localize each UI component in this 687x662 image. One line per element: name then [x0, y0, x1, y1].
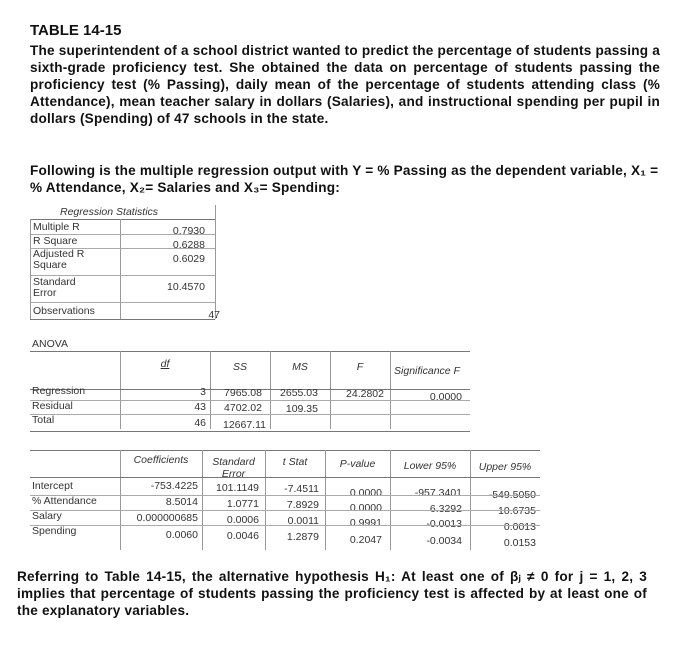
anova-regression-ss: 7965.08: [224, 387, 262, 399]
stat-label-multiple-r: Multiple R: [33, 221, 80, 233]
anova-row-total-label: Total: [32, 414, 55, 426]
anova-residual-ms: 109.35: [285, 403, 318, 415]
coef-row-attendance-label: % Attendance: [32, 495, 97, 507]
coef-spending-upper: 0.0153: [503, 537, 536, 549]
coef-spending-se: 0.0046: [226, 530, 259, 542]
coef-intercept-se: 101.1149: [215, 482, 259, 494]
coef-row-intercept-label: Intercept: [32, 480, 73, 492]
coef-header-t-stat: t Stat: [282, 456, 308, 468]
anova-total-df: 46: [194, 417, 206, 429]
regression-output: [30, 205, 550, 550]
coef-attendance-t: 7.8929: [286, 499, 319, 511]
coef-salary-t: 0.0011: [287, 515, 319, 527]
stat-label-observations: Observations: [33, 305, 95, 317]
coef-intercept-upper: -549.5050: [488, 489, 536, 501]
stat-label-r-square: R Square: [33, 235, 78, 247]
anova-residual-df: 43: [194, 401, 206, 413]
stat-value-observations: 47: [208, 309, 220, 321]
stat-label-standard-error: Standard Error: [33, 276, 76, 299]
stat-label-adjusted-r-square: Adjusted R Square: [33, 248, 85, 271]
anova-header-ss: SS: [232, 361, 247, 373]
coef-header-p-value: P-value: [339, 458, 376, 470]
coef-attendance-lower: 6.3292: [429, 503, 462, 515]
coef-spending-lower: -0.0034: [426, 535, 462, 547]
regression-statistics-header: Regression Statistics: [60, 206, 159, 218]
anova-label: ANOVA: [32, 338, 68, 350]
coef-row-spending-label: Spending: [32, 525, 77, 537]
coef-intercept-t: -7.4511: [284, 483, 319, 495]
stat-value-adjusted-r-square: 0.6029: [172, 253, 205, 265]
coef-header-lower-95: Lower 95%: [403, 460, 457, 472]
coef-spending-t: 1.2879: [286, 531, 319, 543]
anova-regression-df: 3: [200, 386, 206, 398]
coef-attendance-upper: 10.6735: [498, 505, 536, 517]
anova-header-significance-f: Significance F: [394, 365, 460, 377]
coef-spending-coef: 0.0060: [165, 529, 198, 541]
stat-value-standard-error: 10.4570: [167, 281, 205, 293]
anova-row-regression-label: Regression: [32, 385, 86, 397]
coef-salary-upper: 0.0013: [503, 521, 536, 533]
coef-salary-se: 0.0006: [226, 514, 259, 526]
table-title: TABLE 14-15: [30, 22, 122, 39]
coef-salary-lower: -0.0013: [426, 518, 462, 530]
problem-description: The superintendent of a school district wanted to predict the percentage of students passing a sixth-grade proficiency test. She obtained the data on percentage of students passing the proficiency test (% Passing), daily mean of the percentage of students attending class (% Attendance), mean teacher salary in dollars (Salaries), and instructional spending per pupil in dollars (Spending) of 47 schools in the state.: [30, 43, 660, 126]
anova-total-ss: 12667.11: [222, 419, 266, 431]
anova-header-ms: MS: [292, 361, 308, 373]
stat-value-r-square: 0.6288: [172, 239, 205, 251]
coef-salary-p: 0.9991: [349, 517, 382, 529]
coef-header-standard-error: Standard Error: [212, 456, 255, 480]
coef-spending-p: 0.2047: [349, 534, 382, 546]
coef-intercept-coef: -753.4225: [150, 480, 198, 492]
coef-intercept-p: 0.0000: [349, 487, 382, 499]
question-text: Referring to Table 14-15, the alternative hypothesis H₁: At least one of βⱼ ≠ 0 for j = 1, 2, 3 implies that percentage of students passing the proficiency test is affected by at least one of the explanatory variables.: [17, 569, 647, 618]
coef-salary-coef: 0.000000685: [136, 512, 198, 524]
coef-row-salary-label: Salary: [32, 510, 62, 522]
anova-header-f: F: [356, 361, 364, 373]
coef-header-coefficients: Coefficients: [133, 454, 189, 466]
anova-residual-ss: 4702.02: [224, 402, 262, 414]
coef-attendance-coef: 8.5014: [165, 496, 198, 508]
anova-regression-ms: 2655.03: [280, 387, 318, 399]
regression-description: Following is the multiple regression output with Y = % Passing as the dependent variable, X₁ = % Attendance, X₂= Salaries and X₃= Spending:: [30, 163, 659, 195]
coef-attendance-se: 1.0771: [226, 498, 259, 510]
anova-regression-sig: 0.0000: [429, 391, 462, 403]
anova-regression-f: 24.2802: [346, 388, 384, 400]
anova-row-residual-label: Residual: [32, 400, 73, 412]
coef-header-upper-95: Upper 95%: [478, 461, 532, 473]
coef-attendance-p: 0.0000: [349, 502, 382, 514]
anova-header-df: df: [160, 358, 170, 370]
coef-intercept-lower: -957.3401: [414, 487, 462, 499]
stat-value-multiple-r: 0.7930: [172, 225, 205, 237]
